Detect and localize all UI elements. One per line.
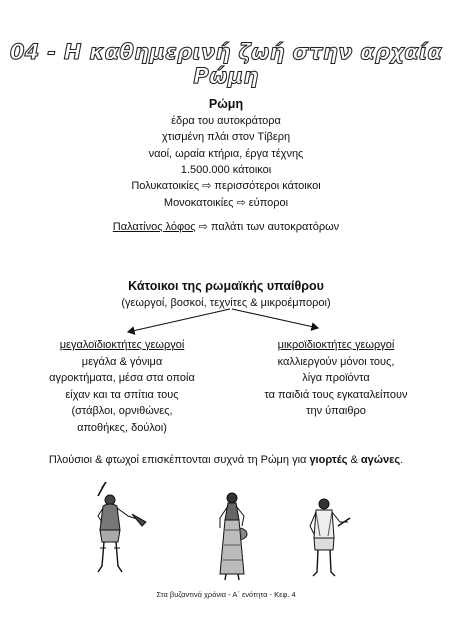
- arrow-right: [232, 309, 318, 328]
- visits-line: [0, 452, 452, 469]
- visits-text: .: [400, 454, 404, 466]
- left-line: (στάβλοι, ορνιθώνες,: [71, 405, 173, 417]
- man-illustration: [304, 496, 352, 580]
- right-line: την ύπαιθρο: [306, 405, 366, 417]
- visits-text: &: [347, 454, 361, 466]
- left-line: είχαν και τα σπίτια τους: [65, 388, 179, 401]
- palatine-result: παλάτι των αυτοκρατόρων: [210, 221, 340, 233]
- woman-illustration: [212, 490, 252, 582]
- left-line: αποθήκες, δούλοι): [77, 421, 167, 434]
- rome-line: χτισμένη πλάι στον Τίβερη: [161, 131, 291, 143]
- right-title: μικροϊδιοκτήτες γεωργοί: [277, 339, 395, 351]
- housing-term: Μονοκατοικίες: [163, 196, 234, 209]
- visits-text: Πλούσιοι & φτωχοί επισκέπτονται συχνά τη Ρώμη για: [48, 454, 310, 466]
- right-line: τα παιδιά τους εγκαταλείπουν: [264, 388, 408, 401]
- page-title: 04 - Η καθημερινή ζωή στην αρχαία Ρώμη: [9, 40, 443, 88]
- rome-line: έδρα του αυτοκράτορα: [171, 114, 281, 127]
- page-footer: Στα βυζαντινά χρόνια - Α΄ ενότητα - Κεφ. 4: [156, 590, 296, 599]
- farmer-illustration: [88, 482, 152, 578]
- right-line: καλλιεργούν μόνοι τους,: [277, 355, 395, 368]
- rome-line: ναοί, ωραία κτήρια, έργα τέχνης: [148, 147, 304, 160]
- countryside-heading: Κάτοικοι της ρωμαϊκής υπαίθρου: [128, 279, 324, 293]
- housing-term: Πολυκατοικίες: [131, 180, 200, 192]
- left-title: μεγαλοϊδιοκτήτες γεωργοί: [59, 339, 185, 351]
- right-line: λίγα προϊόντα: [302, 372, 370, 384]
- arrow-icon: ⇨: [202, 179, 212, 192]
- visits-festivals: γιορτές: [309, 454, 348, 466]
- countryside-subheading: (γεωργοί, βοσκοί, τεχνίτες & μικροέμποροι): [121, 296, 331, 309]
- left-line: μεγάλα & γόνιμα: [81, 355, 163, 368]
- arrow-icon: ⇨: [236, 195, 246, 209]
- palatine-term: Παλατίνος λόφος: [112, 221, 196, 233]
- left-column: [18, 337, 226, 436]
- rome-line: 1.500.000 κάτοικοι: [180, 164, 272, 176]
- housing-result: εύποροι: [248, 196, 289, 209]
- left-line: αγροκτήματα, μέσα στα οποία: [49, 372, 195, 384]
- right-column: [236, 337, 436, 420]
- arrow-icon: ⇨: [198, 220, 208, 233]
- arrow-left: [128, 309, 230, 332]
- housing-result: περισσότεροι κάτοικοι: [214, 180, 321, 192]
- visits-games: αγώνες: [360, 454, 401, 466]
- rome-heading: Ρώμη: [208, 97, 244, 111]
